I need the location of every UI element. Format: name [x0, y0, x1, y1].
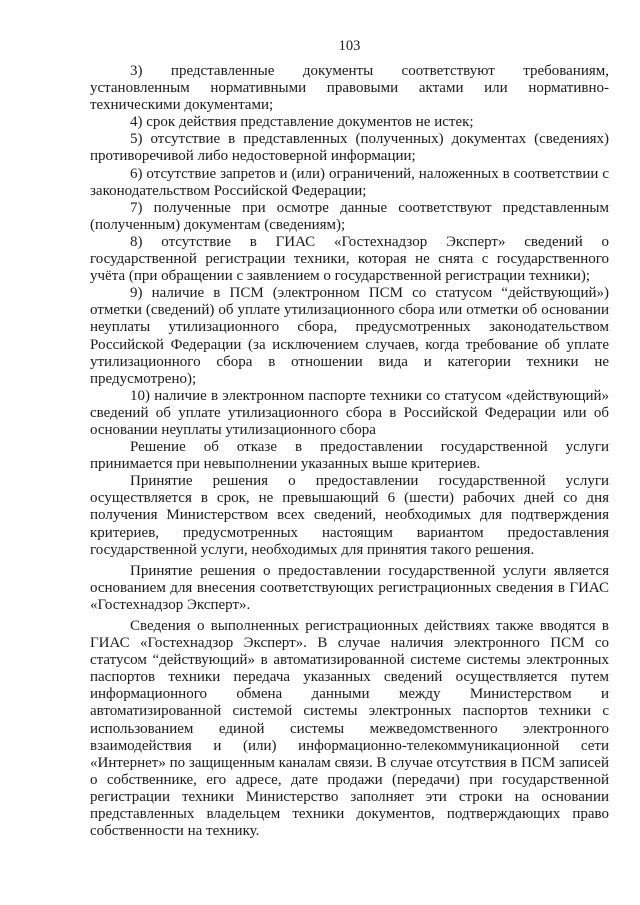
paragraph-registration-basis: Принятие решения о предоставлении государственной услуги является основанием для внесения соответствующих регистрационных сведения в ГИАС «Гостехнадзор Эксперт».: [90, 562, 609, 613]
document-page: [90, 38, 609, 840]
paragraph-criterion-7: 7) полученные при осмотре данные соответствуют представленным (полученным) документам (сведениям);: [90, 199, 609, 233]
paragraph-registration-info: Сведения о выполненных регистрационных действиях также вводятся в ГИАС «Гостехнадзор Эксперт». В случае наличия электронного ПСМ со статусом “действующий» в автоматизированной системе системы электронных паспортов техники передача указанных сведений осуществляется путем информационного обмена данными между Министерством и автоматизированной системой системы электронных паспортов техники с использованием единой системы межведомственного электронного взаимодействия и (или) информационно-телекоммуникационной сети «Интернет» по защищенным каналам связи. В случае отсутствия в ПСМ записей о собственнике, его адресе, дате продажи (передачи) при государственной регистрации техники Министерство заполняет эти строки на основании представленных владельцем техники документов, подтверждающих право собственности на технику.: [90, 618, 609, 840]
paragraph-criterion-5: 5) отсутствие в представленных (полученных) документах (сведениях) противоречивой либо недостоверной информации;: [90, 131, 609, 165]
paragraph-criterion-3: 3) представленные документы соответствуют требованиям, установленным нормативными правовыми актами или нормативно-техническими документами;: [90, 63, 609, 114]
paragraph-criterion-4: 4) срок действия представление документов не истек;: [130, 114, 474, 131]
page-number: 103: [338, 38, 361, 54]
paragraph-refusal: Решение об отказе в предоставлении государственной услуги принимается при невыполнении указанных выше критериев.: [90, 439, 609, 473]
paragraph-criterion-8: 8) отсутствие в ГИАС «Гостехнадзор Эксперт» сведений о государственной регистрации техники, которая не снята с государственного учёта (при обращении с заявлением о государственной регистрации техники);: [90, 233, 609, 285]
paragraph-decision-term: Принятие решения о предоставлении государственной услуги осуществляется в срок, не превышающий 6 (шести) рабочих дней со дня получения Министерством всех сведений, необходимых для подтверждения критериев, предусмотренных настоящим вариантом предоставления государственной услуги, необходимых для принятия такого решения.: [90, 473, 609, 558]
paragraph-criterion-6: 6) отсутствие запретов и (или) ограничений, наложенных в соответствии с законодательством Российской Федерации;: [90, 165, 609, 199]
paragraph-criterion-9: 9) наличие в ПСМ (электронном ПСМ со статусом “действующий») отметки (сведений) об уплате утилизационного сбора или отметки об основании неуплаты утилизационного сбора, предусмотренных законодательством Российской Федерации (за исключением случаев, когда требование об уплате утилизационного сбора в отношении вида и категории техники не предусмотрено);: [90, 285, 609, 387]
paragraph-criterion-10: 10) наличие в электронном паспорте техники со статусом «действующий» сведений об уплате утилизационного сбора в Российской Федерации или об основании неуплаты утилизационного сбора: [90, 387, 609, 438]
